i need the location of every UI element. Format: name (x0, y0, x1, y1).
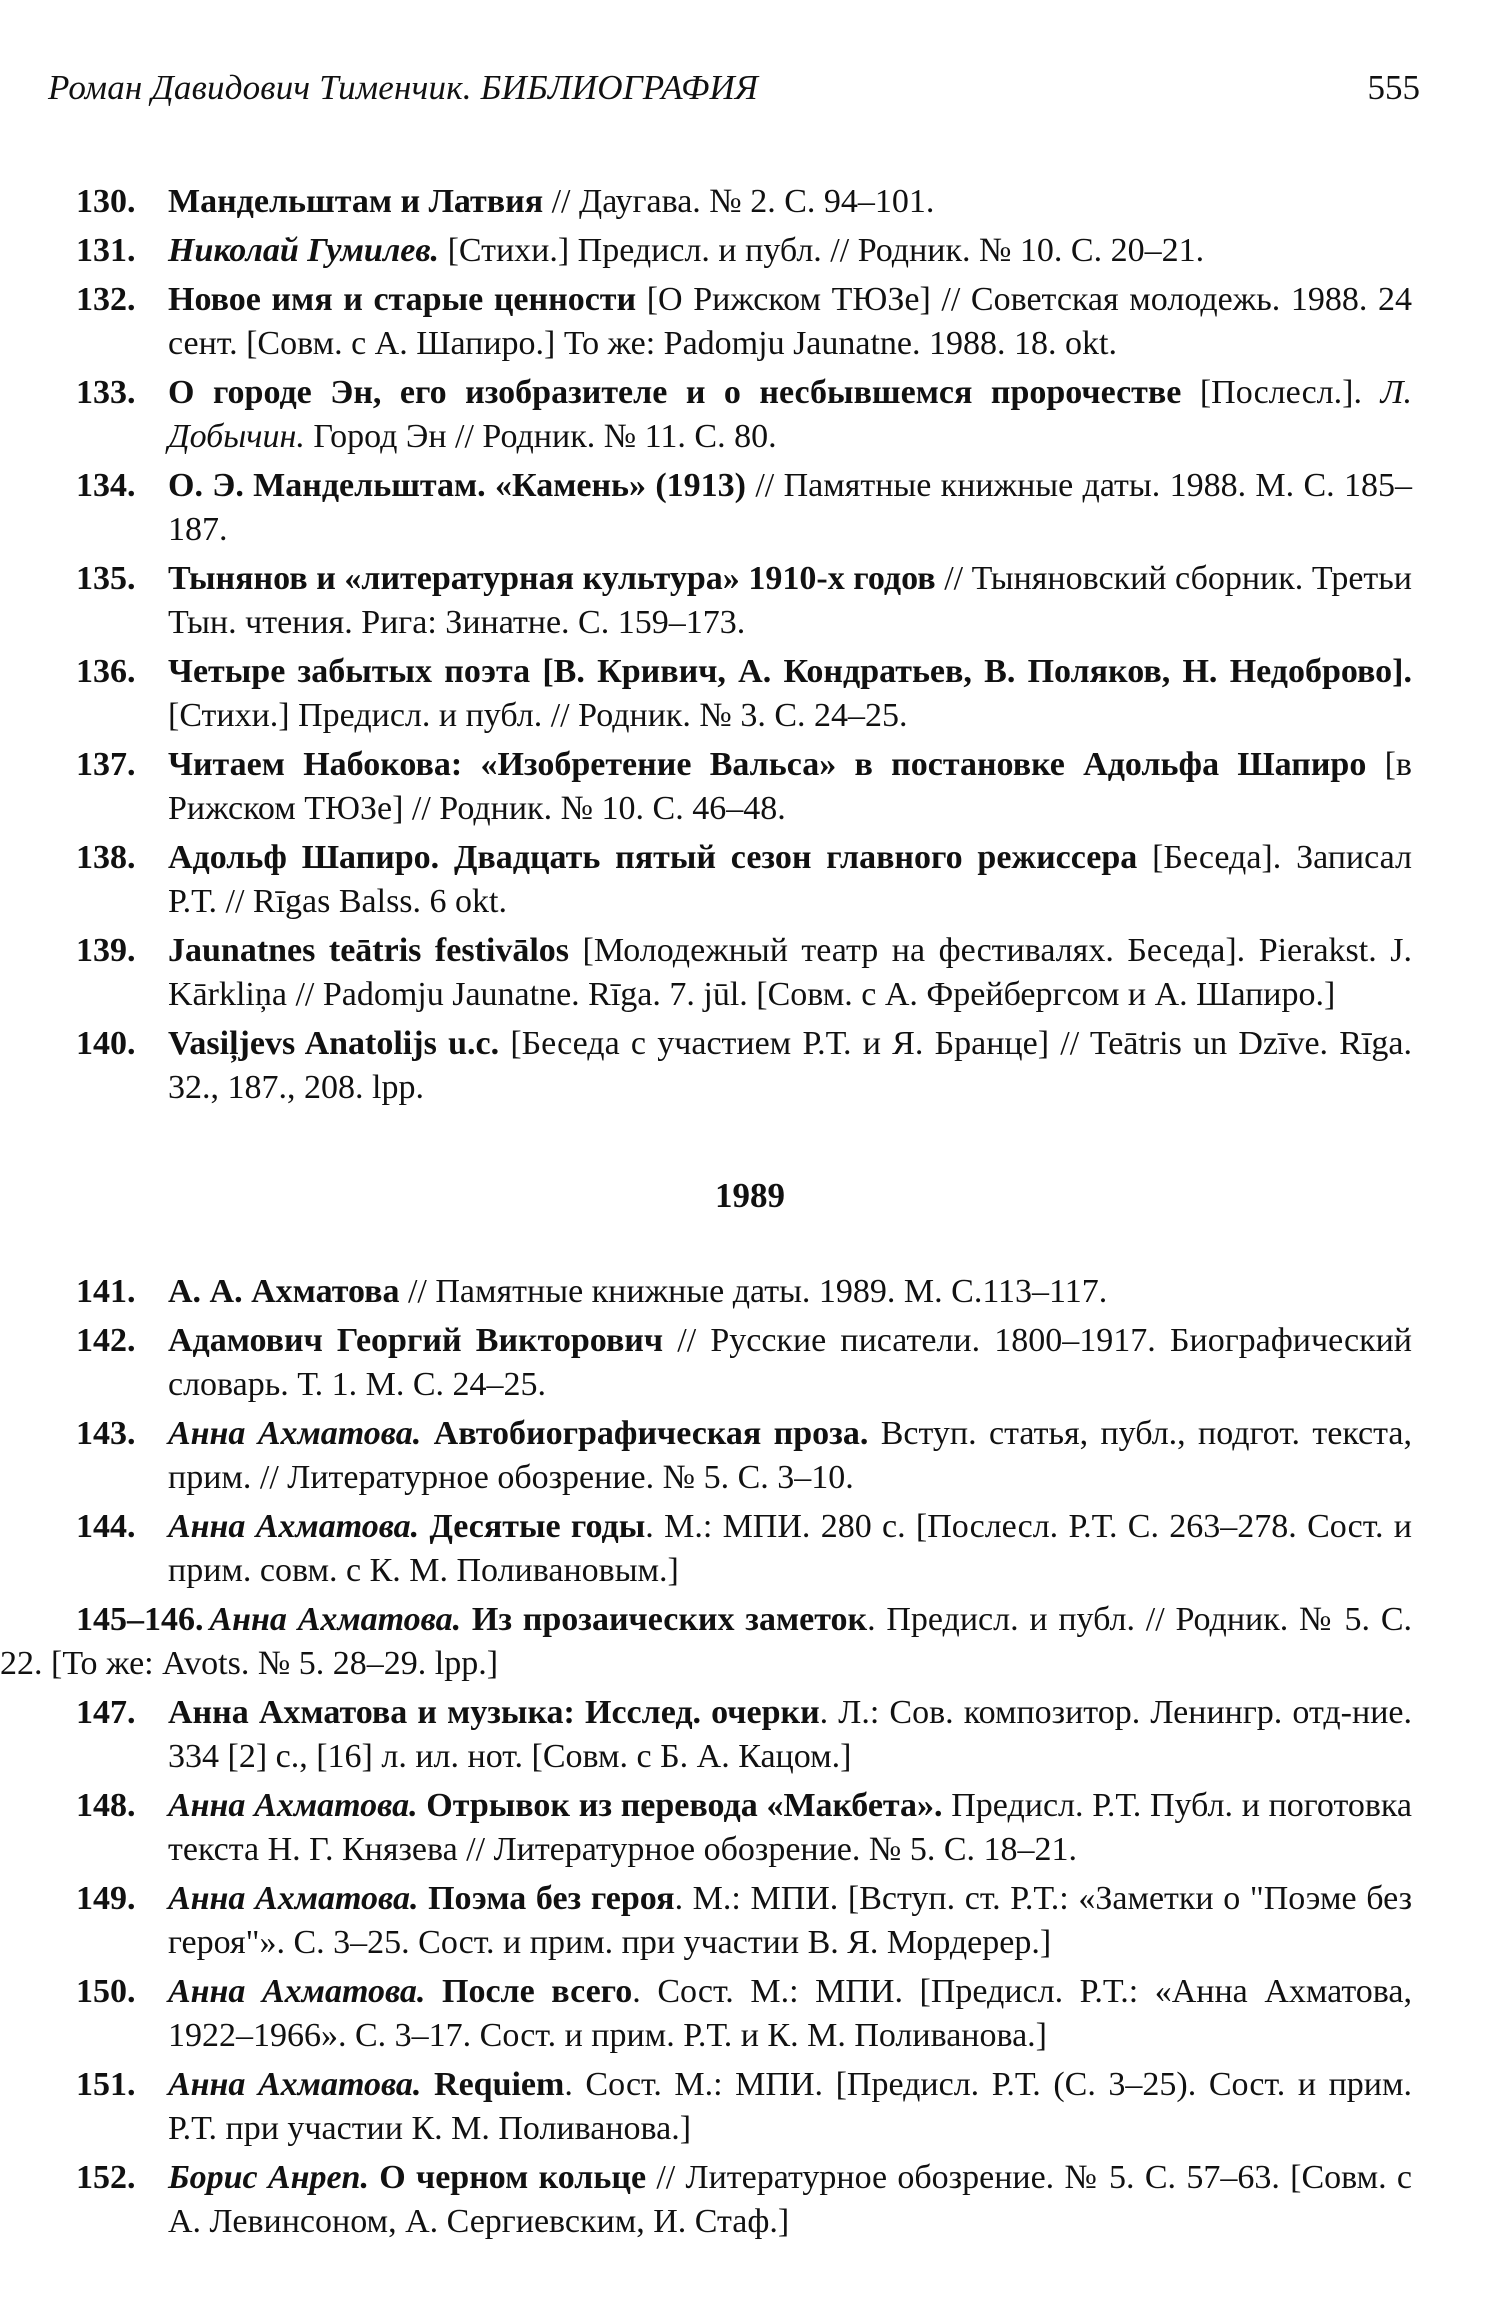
entry-title: Отрывок из перевода «Макбета». (417, 1787, 943, 1824)
entry-title: Адольф Шапиро. Двадцать пятый сезон главного режиссера (168, 839, 1138, 876)
entry-title: Анна Ахматова. (168, 1508, 420, 1545)
entry-title: Читаем Набокова: «Изобретение Вальса» в постановке Адольфа Шапиро (168, 746, 1367, 783)
bibliography-entry (0, 1022, 1500, 1110)
entry-number: 138. (76, 839, 136, 876)
entry-number: 148. (76, 1787, 136, 1824)
entry-title: Анна Ахматова. (209, 1601, 462, 1638)
running-title: Роман Давидович Тименчик. БИБЛИОГРАФИЯ (48, 68, 759, 107)
bibliography-entry (0, 278, 1500, 366)
bibliography-entry (0, 929, 1500, 1017)
entry-citation: Предисл. Р.Т. Публ. и поготовка текста Н. Г. Князева // Литературное обозрение. № 5. С. 18–21. (168, 1787, 1412, 1868)
entry-citation: Город Эн // Родник. № 11. С. 80. (304, 418, 777, 455)
entry-title: Requiem (421, 2066, 565, 2103)
entry-title: Vasiļjevs Anatolijs u.c. (168, 1025, 500, 1062)
entry-title: Николай Гумилев. (168, 232, 440, 269)
entry-citation: . Сост. М.: МПИ. [Предисл. Р.Т. (С. 3–25). Сост. и прим. Р.Т. при участии К. М. Поливанова.] (168, 2066, 1412, 2147)
entry-title: Анна Ахматова. (168, 1880, 419, 1917)
year-heading: 1989 (715, 1176, 785, 1215)
entry-list-1988 (0, 180, 1500, 1110)
entry-citation: . Предисл. и публ. // Родник. № 5. С. 22. [То же: Avots. № 5. 28–29. lpp.] (0, 1601, 1412, 1682)
bibliography-entry (0, 229, 1500, 273)
entry-number: 139. (76, 932, 136, 969)
entry-title: Анна Ахматова. (168, 2066, 422, 2103)
bibliography-entry (0, 1598, 1500, 1686)
entry-title: Анна Ахматова. (168, 1973, 426, 2010)
bibliography-entry (0, 1784, 1500, 1872)
bibliography-1989 (0, 1270, 1500, 2244)
entry-number: 142. (76, 1322, 136, 1359)
entry-citation: [в Рижском ТЮЗе] // Родник. № 10. С. 46–48. (168, 746, 1412, 827)
entry-title: Новое имя и старые ценности (168, 281, 637, 318)
entry-citation: . М.: МПИ. [Вступ. ст. Р.Т.: «Заметки о "Поэме без героя"». С. 3–25. Сост. и прим. при участии В. Я. Мордерер.] (168, 1880, 1413, 1961)
bibliography-entry (0, 2063, 1500, 2151)
entry-citation: // Русские писатели. 1800–1917. Биографический словарь. Т. 1. М. С. 24–25. (168, 1322, 1413, 1403)
entry-number: 141. (76, 1273, 136, 1310)
bibliography-entry (0, 180, 1500, 224)
entry-number: 134. (76, 467, 136, 504)
entry-citation: [О Рижском ТЮЗе] // Советская молодежь. 1988. 24 сент. [Совм. с А. Шапиро.] То же: Padomju Jaunatne. 1988. 18. okt. (168, 281, 1412, 362)
entry-title: Jaunatnes teātris festivālos (168, 932, 570, 969)
entry-title: О черном кольце (368, 2159, 647, 2196)
bibliography-entry (0, 1270, 1500, 1314)
entry-title: После всего (425, 1973, 633, 2010)
bibliography-entry (0, 1319, 1500, 1407)
entry-citation: [Послесл.]. (1181, 374, 1381, 411)
entry-number: 143. (76, 1415, 136, 1452)
entry-number: 135. (76, 560, 136, 597)
entry-title: О городе Эн, его изобразителе и о несбывшемся пророчестве (168, 374, 1182, 411)
entry-citation: // Памятные книжные даты. 1989. М. С.113–117. (399, 1273, 1108, 1310)
entry-title: Четыре забытых поэта [В. Кривич, А. Кондратьев, В. Поляков, Н. Недоброво]. (168, 653, 1412, 690)
bibliography-entry (0, 1691, 1500, 1779)
entry-number: 147. (76, 1694, 136, 1731)
entry-citation: // Памятные книжные даты. 1988. М. С. 185–187. (168, 467, 1412, 548)
bibliography-entry (0, 836, 1500, 924)
bibliography-entry (0, 557, 1500, 645)
entry-number: 137. (76, 746, 136, 783)
entry-title: Тынянов и «литературная культура» 1910-х годов (168, 560, 936, 597)
entry-title: Анна Ахматова и музыка: Исслед. очерки (168, 1694, 820, 1731)
entry-title: Мандельштам и Латвия (168, 183, 544, 220)
entry-citation: // Даугава. № 2. С. 94–101. (543, 183, 935, 220)
entry-title: Автобиографическая проза. (421, 1415, 869, 1452)
bibliography-1988 (0, 180, 1500, 1110)
bibliography-entry (0, 743, 1500, 831)
bibliography-entry (0, 1505, 1500, 1593)
entry-title: Адамович Георгий Викторович (168, 1322, 664, 1359)
bibliography-entry (0, 371, 1500, 459)
entry-citation: // Литературное обозрение. № 5. С. 57–63. [Совм. с А. Левинсоном, А. Сергиевским, И. Стаф.] (168, 2159, 1413, 2240)
entry-number: 152. (76, 2159, 136, 2196)
entry-citation: // Тыняновский сборник. Третьи Тын. чтения. Рига: Зинатне. С. 159–173. (168, 560, 1412, 641)
entry-title: Поэма без героя (418, 1880, 675, 1917)
bibliography-entry (0, 464, 1500, 552)
entry-number: 144. (76, 1508, 136, 1545)
entry-citation: [Беседа]. Записал Р.Т. // Rīgas Balss. 6 okt. (168, 839, 1412, 920)
entry-list-1989 (0, 1270, 1500, 2244)
bibliography-entry (0, 2156, 1500, 2244)
page-header (48, 68, 1420, 128)
bibliography-entry (0, 1877, 1500, 1965)
entry-number: 136. (76, 653, 136, 690)
entry-citation: . М.: МПИ. 280 с. [Послесл. Р.Т. С. 263–278. Сост. и прим. совм. с К. М. Поливановым.] (168, 1508, 1413, 1589)
entry-citation: [Стихи.] Предисл. и публ. // Родник. № 10. С. 20–21. (439, 232, 1205, 269)
entry-title: О. Э. Мандельштам. «Камень» (1913) (168, 467, 747, 504)
entry-title: Анна Ахматова. (168, 1415, 422, 1452)
entry-citation: . Сост. М.: МПИ. [Предисл. Р.Т.: «Анна Ахматова, 1922–1966». С. 3–17. Сост. и прим. Р.Т. и К. М. Поливанова.] (168, 1973, 1413, 2054)
entry-citation: [Стихи.] Предисл. и публ. // Родник. № 3. С. 24–25. (168, 697, 908, 734)
entry-title: Борис Анреп. (168, 2159, 369, 2196)
entry-number: 140. (76, 1025, 136, 1062)
entry-number: 151. (76, 2066, 136, 2103)
bibliography-entry (0, 650, 1500, 738)
entry-number: 150. (76, 1973, 136, 2010)
entry-title: Десятые годы (419, 1508, 646, 1545)
bibliography-entry (0, 1970, 1500, 2058)
entry-title: Из прозаических заметок (461, 1601, 868, 1638)
entry-title: Л. Добычин. (168, 374, 1412, 455)
entry-citation: [Молодежный театр на фестивалях. Беседа]. Pierakst. J. Kārkliņa // Padomju Jaunatne. Rīga. 7. jūl. [Совм. с А. Фрейбергсом и А. Шапиро.] (168, 932, 1412, 1013)
entry-number: 130. (76, 183, 136, 220)
entry-title: А. А. Ахматова (168, 1273, 400, 1310)
entry-citation: . Л.: Сов. композитор. Ленингр. отд-ние. 334 [2] с., [16] л. ил. нот. [Совм. с Б. А. Кацом.] (168, 1694, 1412, 1775)
entry-number: 133. (76, 374, 136, 411)
page-number: 555 (1367, 68, 1420, 107)
entry-number: 132. (76, 281, 136, 318)
entry-citation: Вступ. статья, публ., подгот. текста, прим. // Литературное обозрение. № 5. С. 3–10. (168, 1415, 1412, 1496)
entry-number: 149. (76, 1880, 136, 1917)
entry-citation: [Беседа с участием Р.Т. и Я. Бранце] // Teātris un Dzīve. Rīga. 32., 187., 208. lpp. (168, 1025, 1412, 1106)
entry-number: 145–146. (76, 1601, 204, 1638)
entry-number: 131. (76, 232, 136, 269)
entry-title: Анна Ахматова. (168, 1787, 418, 1824)
bibliography-entry (0, 1412, 1500, 1500)
